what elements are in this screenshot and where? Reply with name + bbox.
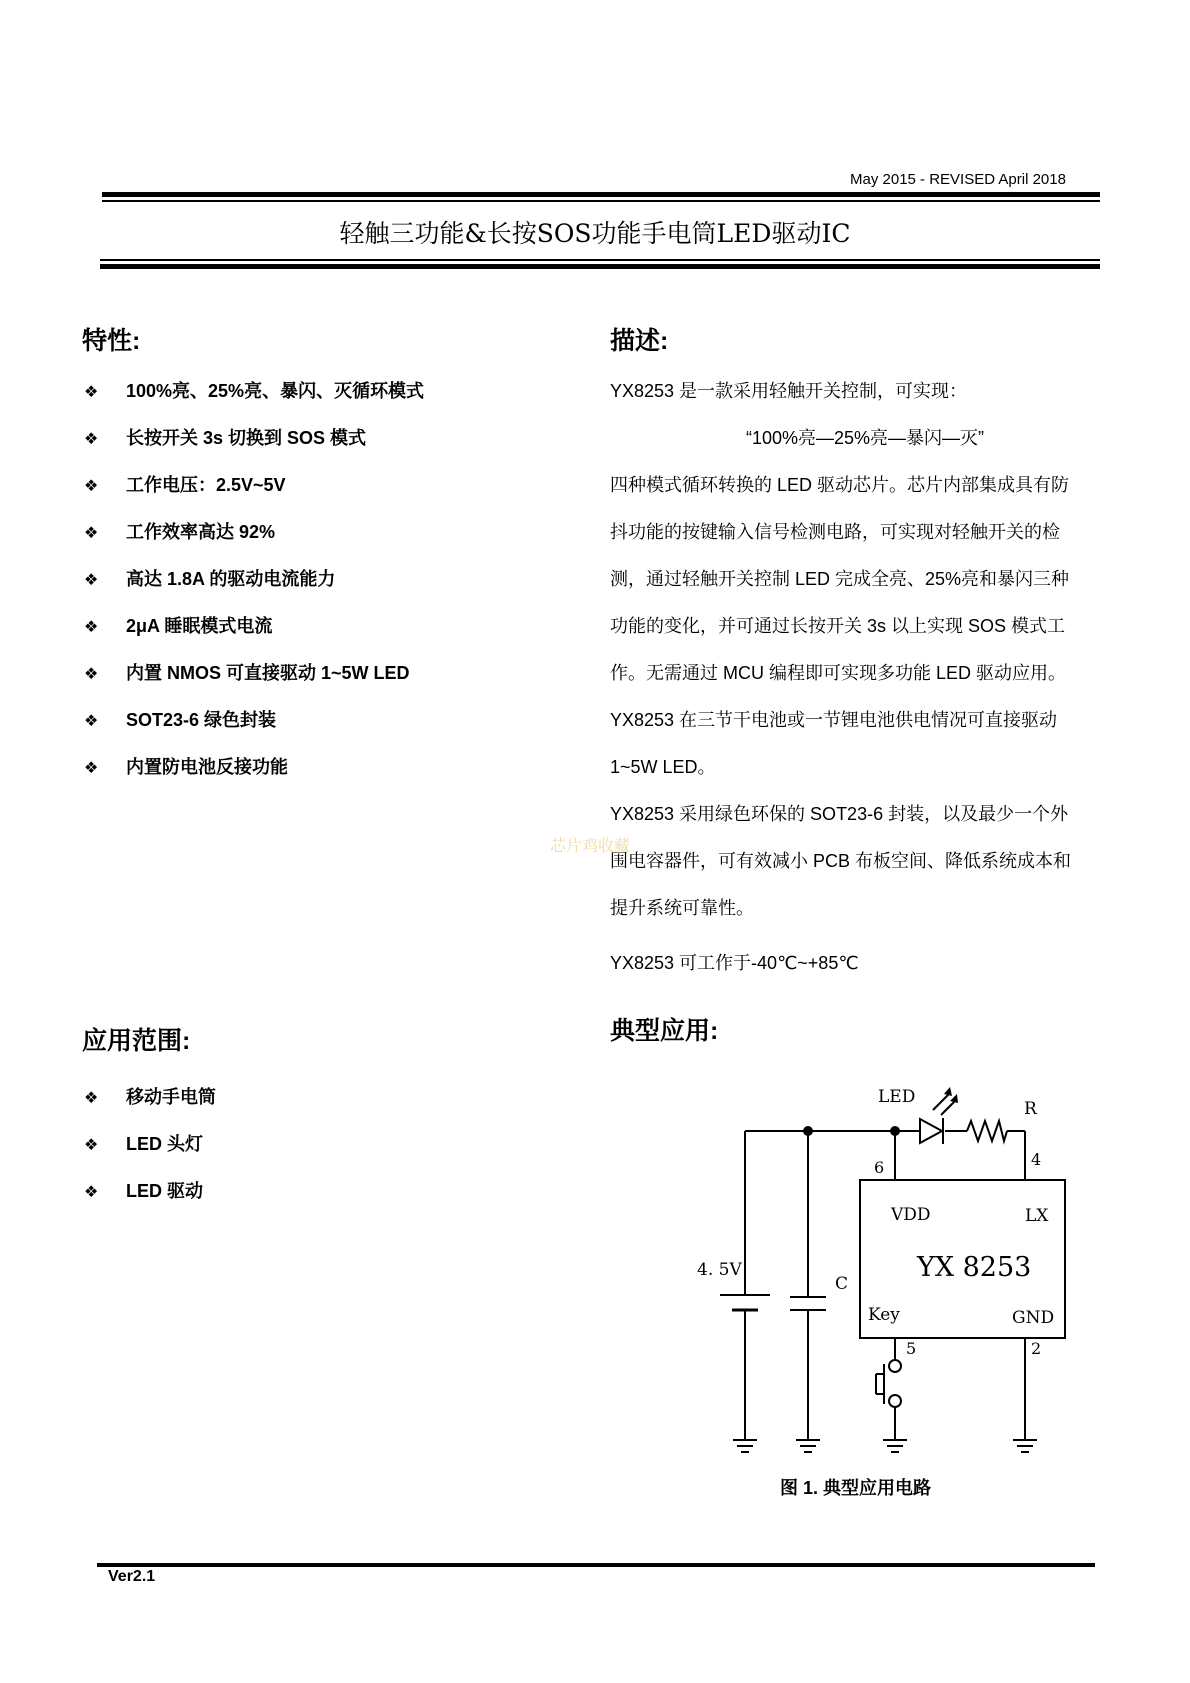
bullet-icon: ❖: [84, 478, 99, 495]
watermark: 芯片鸡收藏: [550, 838, 631, 855]
led-ray-arrow-1: [944, 1087, 952, 1096]
ground-symbol-capacitor: [796, 1440, 820, 1452]
resistor-label: R: [1024, 1099, 1037, 1119]
pin-key-label: Key: [868, 1305, 900, 1325]
feature-item: ❖ SOT23-6 绿色封装: [82, 697, 424, 744]
description-line: 抖功能的按键输入信号检测电路，可实现对轻触开关的检: [610, 522, 1060, 542]
description-line: 提升系统可靠性。: [610, 898, 754, 918]
led-ray-2: [941, 1100, 956, 1115]
feature-item: ❖ 工作效率高达 92%: [82, 509, 424, 556]
description-line: YX8253 采用绿色环保的 SOT23-6 封装，以及最少一个外: [610, 804, 1069, 824]
revision-date: May 2015 - REVISED April 2018: [850, 171, 1066, 188]
temperature-line: YX8253 可工作于-40℃~+85℃: [610, 953, 859, 973]
led-symbol: [920, 1119, 942, 1143]
bullet-icon: ❖: [84, 1137, 99, 1154]
feature-item: ❖ 2μA 睡眠模式电流: [82, 603, 424, 650]
version-label: Ver2.1: [108, 1568, 156, 1585]
chip-name: YX 8253: [917, 1252, 1032, 1283]
footer-rule: [97, 1563, 1095, 1567]
pin4-label: 4: [1031, 1150, 1042, 1169]
led-label: LED: [878, 1087, 916, 1107]
bullet-icon: ❖: [84, 431, 99, 448]
description-line: 1~5W LED。: [610, 757, 716, 777]
bullet-icon: ❖: [84, 619, 99, 636]
pin-lx-label: LX: [1025, 1206, 1049, 1226]
bullet-icon: ❖: [84, 572, 99, 589]
bullet-icon: ❖: [84, 384, 99, 401]
ground-symbol-battery: [733, 1440, 757, 1452]
bullet-icon: ❖: [84, 1184, 99, 1201]
figure-caption: 图 1. 典型应用电路: [780, 1478, 932, 1498]
document-title: 轻触三功能&长按SOS功能手电筒LED驱动IC: [339, 219, 851, 248]
ground-symbol-key: [883, 1440, 907, 1452]
description-line: 测，通过轻触开关控制 LED 完成全亮、25%亮和暴闪三种: [610, 569, 1070, 589]
pin-vdd-label: VDD: [891, 1205, 931, 1225]
description-line: 功能的变化，并可通过长按开关 3s 以上实现 SOS 模式工: [610, 616, 1066, 636]
features-heading: 特性:: [82, 327, 141, 355]
description-line: “100%亮—25%亮—暴闪—灭”: [745, 428, 985, 448]
applications-heading: 应用范围:: [82, 1027, 191, 1055]
pin-gnd-label: GND: [1012, 1308, 1055, 1328]
description-heading: 描述:: [610, 327, 669, 355]
feature-item: ❖ 内置 NMOS 可直接驱动 1~5W LED: [82, 650, 424, 697]
resistor-symbol: [967, 1121, 1007, 1141]
bullet-icon: ❖: [84, 760, 99, 777]
junction-dot-vdd: [890, 1126, 900, 1136]
switch-contact-top: [889, 1360, 901, 1372]
battery-label: 4. 5V: [697, 1260, 742, 1280]
bullet-icon: ❖: [84, 713, 99, 730]
application-item: ❖ LED 头灯: [82, 1121, 216, 1168]
feature-item: ❖ 内置防电池反接功能: [82, 744, 424, 791]
bullet-icon: ❖: [84, 666, 99, 683]
feature-item: ❖ 高达 1.8A 的驱动电流能力: [82, 556, 424, 603]
description-line: YX8253 是一款采用轻触开关控制，可实现：: [610, 381, 968, 401]
bullet-icon: ❖: [84, 1090, 99, 1107]
application-item: ❖ LED 驱动: [82, 1168, 216, 1215]
junction-dot-capacitor: [803, 1126, 813, 1136]
feature-item: ❖ 工作电压：2.5V~5V: [82, 462, 424, 509]
capacitor-label: C: [835, 1274, 849, 1294]
pin2-label: 2: [1031, 1339, 1042, 1358]
feature-item: ❖ 长按开关 3s 切换到 SOS 模式: [82, 415, 424, 462]
description-line: 四种模式循环转换的 LED 驱动芯片。芯片内部集成具有防: [610, 475, 1070, 495]
pin6-label: 6: [874, 1158, 885, 1177]
description-line: 围电容器件，可有效减小 PCB 布板空间、降低系统成本和: [610, 851, 1072, 871]
switch-contact-bottom: [889, 1395, 901, 1407]
feature-item: ❖ 100%亮、25%亮、暴闪、灭循环模式: [82, 368, 424, 415]
pin5-label: 5: [906, 1339, 917, 1358]
ground-symbol-gnd: [1013, 1440, 1037, 1452]
application-item: ❖ 移动手电筒: [82, 1074, 216, 1121]
description-line: 作。无需通过 MCU 编程即可实现多功能 LED 驱动应用。: [610, 663, 1067, 683]
bullet-icon: ❖: [84, 525, 99, 542]
description-line: YX8253 在三节干电池或一节锂电池供电情况可直接驱动: [610, 710, 1058, 730]
typical-heading: 典型应用:: [610, 1017, 719, 1045]
